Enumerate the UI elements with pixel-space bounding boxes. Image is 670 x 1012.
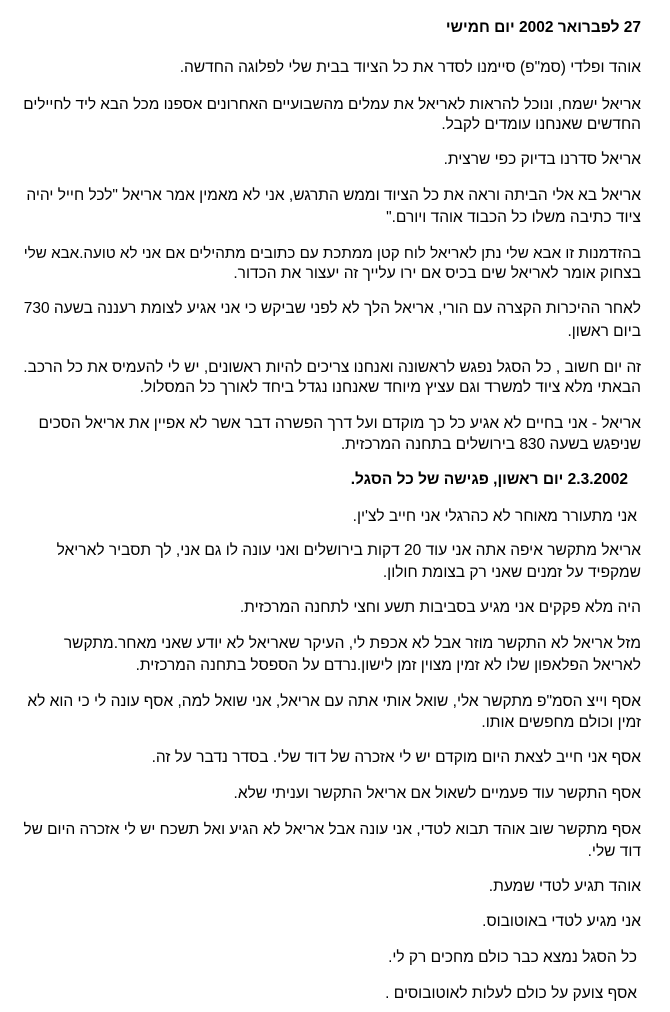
paragraph-line: ציוד כתיבה משלו כל הכבוד אוהד ויורם."	[386, 209, 641, 226]
paragraph-line: בהזדמנות זו אבא שלי נתן לאריאל לוח קטן ממתכת עם כתובים מתהילים אם אני לא טועה.אבא שלי	[23, 245, 641, 262]
paragraph-line: אריאל ישמח, ונוכל להראות לאריאל את עמלים מהשבועיים האחרונים אספנו מכל הבא ליד לחיילים	[23, 96, 641, 113]
paragraph-line: אסף צועק על כולם לעלות לאוטובוסים .	[385, 985, 637, 1002]
paragraph-line: דוד שלי.	[587, 843, 641, 860]
paragraph-line: הבאתי מלא ציוד למשרד וגם עציץ מיוחד שאנחנו נגדל ביחד לאורך כל המסלול.	[139, 379, 641, 396]
paragraph-line: לאחר ההיכרות הקצרה עם הורי, אריאל הלך לא לפני שביקש כי אני אגיע לצומת רעננה בשעה 730	[23, 300, 641, 317]
paragraph-line: שמקפיד על זמנים שאני רק בצומת חולון.	[382, 564, 641, 581]
paragraph-line: אריאל בא אלי הביתה וראה את כל הציוד וממש התרגש, אני לא מאמין אמר אריאל "לכל חייל יהיה	[26, 187, 641, 204]
paragraph-line: אריאל - אני בחיים לא אגיע כל כך מוקדם ועל דרך הפשרה דבר אשר לא אפיין את אריאל הסכים	[38, 415, 641, 432]
paragraph-line: אסף מתקשר שוב אוהד תבוא לטדי, אני עונה אבל אריאל לא הגיע ואל תשכח יש לי אזכרה היום של	[23, 821, 641, 838]
paragraph-line: אריאל סדרנו בדיוק כפי שרצית.	[443, 151, 641, 168]
paragraph-line: אסף התקשר עוד פעמיים לשאול אם אריאל התקשר ועניתי שלא.	[233, 785, 641, 802]
paragraph-line: היה מלא פקקים אני מגיע בסביבות תשע וחצי לתחנה המרכזית.	[239, 599, 641, 616]
paragraph-line: לאריאל הפלאפון שלו לא זמין מצוין זמן לישון.נרדם על הספסל בתחנה המרכזית.	[135, 657, 641, 674]
entry-date-heading: 27 לפברואר 2002 יום חמישי	[445, 19, 641, 36]
paragraph-line: זה יום חשוב , כל הסגל נפגש לראשונה ואנחנו צריכים להיות ראשונים, יש לי להעמיס את כל הרכב.	[23, 359, 641, 376]
paragraph-line: כל הסגל נמצא כבר כולם מחכים רק לי.	[388, 949, 637, 966]
paragraph-line: אוהד תגיע לטדי שמעת.	[488, 878, 641, 895]
paragraph-line: מזל אריאל לא התקשר מוזר אבל לא אכפת לי, העיקר שאריאל לא יודע שאני מאחר.מתקשר	[63, 635, 641, 652]
paragraph-line: אריאל מתקשר איפה אתה אני עוד 20 דקות בירושלים ואני עונה לו גם אני, לך תסביר לאריאל	[56, 542, 641, 559]
paragraph-line: בצחוק אומר לאריאל שים בכיס אם ירו עלייך זה יעצור את הכדור.	[233, 265, 641, 282]
paragraph-line: אסף אני חייב לצאת היום מוקדם יש לי אזכרה של דוד שלי. בסדר נדבר על זה.	[151, 749, 641, 766]
paragraph-line: אני מגיע לטדי באוטובוס.	[482, 913, 641, 930]
paragraph-line: ביום ראשון.	[567, 323, 641, 340]
paragraph-line: אסף וייצ הסמ"פ מתקשר אלי, שואל אותי אתה עם אריאל, אני שואל למה, אסף עונה לי כי הוא לא	[27, 693, 641, 710]
paragraph-line: אוהד ופלדי (סמ"פ) סיימנו לסדר את כל הציוד בבית שלי לפלוגה החדשה.	[179, 59, 641, 76]
paragraph-line: החדשים שאנחנו עומדים לקבל.	[441, 116, 641, 133]
entry-date-heading: 2.3.2002 יום ראשון, פגישה של כל הסגל.	[350, 471, 628, 488]
paragraph-line: אני מתעורר מאוחר לא כהרגלי אני חייב לצ'ין.	[352, 508, 637, 525]
paragraph-line: זמין וכולם מחפשים אותו.	[481, 714, 641, 731]
paragraph-line: שניפגש בשעה 830 בירושלים בתחנה המרכזית.	[340, 436, 641, 453]
